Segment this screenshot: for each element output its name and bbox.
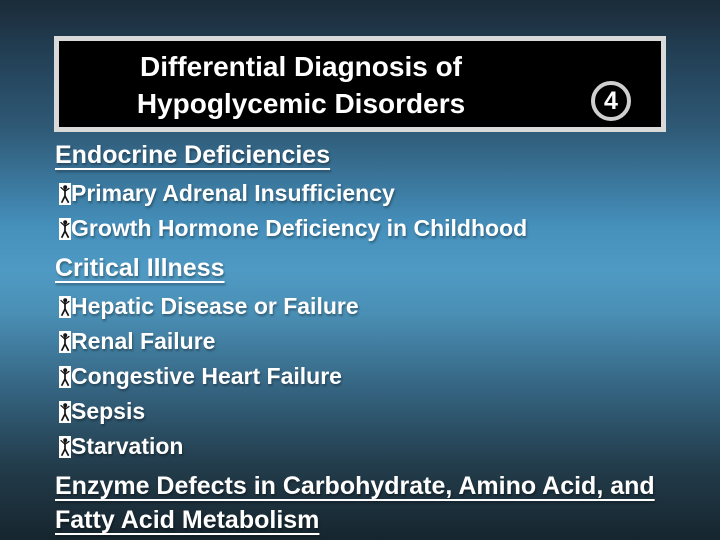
- bullet-item: [55, 211, 703, 246]
- bullet-label: Primary Adrenal Insufficiency: [71, 180, 395, 206]
- bullet-item: [55, 289, 703, 324]
- section-heading: Enzyme Defects in Carbohydrate, Amino Acid, and Fatty Acid Metabolism: [55, 472, 655, 534]
- dancing-figure-icon: [59, 436, 71, 458]
- slide-number-badge: [591, 81, 631, 121]
- bullet-item: [55, 176, 703, 211]
- dancing-figure-icon: [59, 218, 71, 240]
- section-heading: Critical Illness: [55, 254, 225, 282]
- section-heading: Endocrine Deficiencies: [55, 141, 331, 169]
- slide-number: 4: [604, 86, 618, 115]
- dancing-figure-icon: [59, 296, 71, 318]
- dancing-figure-icon: [59, 401, 71, 423]
- bullet-item: [55, 324, 703, 359]
- bullet-label: Sepsis: [71, 398, 146, 424]
- title-box: [54, 36, 666, 132]
- slide-title: [59, 48, 661, 122]
- slide-title-line2: Hypoglycemic Disorders: [136, 88, 466, 119]
- bullet-item: [55, 429, 703, 464]
- bullet-item: [55, 394, 703, 429]
- bullet-label: Hepatic Disease or Failure: [71, 293, 359, 319]
- dancing-figure-icon: [59, 183, 71, 205]
- slide-body-list: [55, 138, 703, 537]
- bullet-item: [55, 359, 703, 394]
- bullet-label: Congestive Heart Failure: [71, 363, 342, 389]
- bullet-label: Renal Failure: [71, 328, 216, 354]
- bullet-label: Growth Hormone Deficiency in Childhood: [71, 215, 528, 241]
- dancing-figure-icon: [59, 366, 71, 388]
- bullet-label: Starvation: [71, 433, 184, 459]
- slide-title-line1: Differential Diagnosis of: [139, 51, 463, 82]
- dancing-figure-icon: [59, 331, 71, 353]
